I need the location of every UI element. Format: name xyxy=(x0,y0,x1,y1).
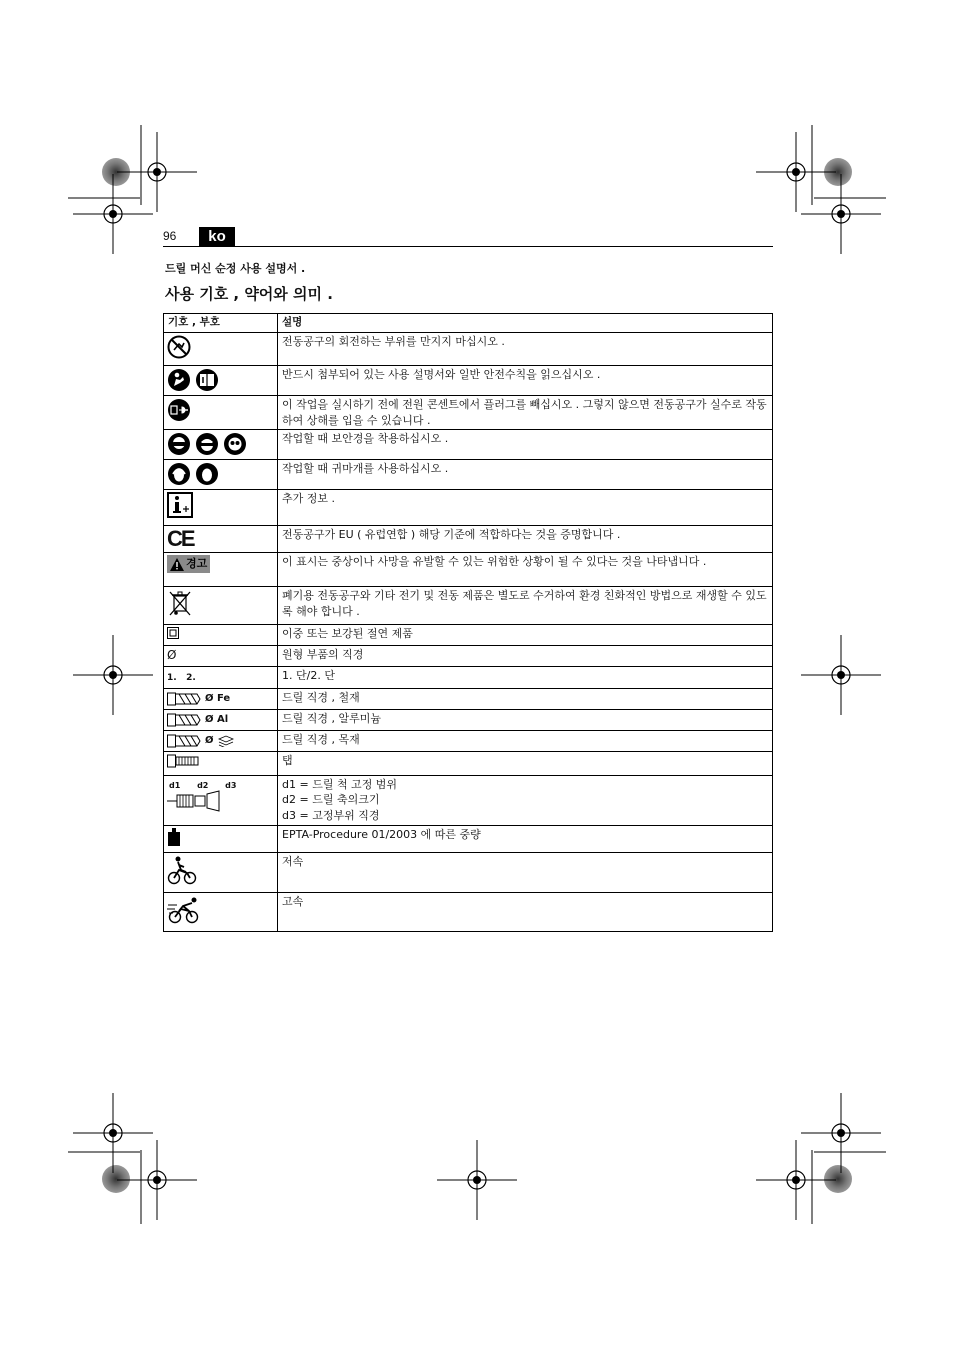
row-description: 탭 xyxy=(278,752,773,776)
row-description: 고속 xyxy=(278,892,773,932)
row-description: 전동공구의 회전하는 부위를 만지지 마십시오 . xyxy=(278,332,773,366)
table-header-row xyxy=(164,314,773,333)
language-tag: ko xyxy=(199,227,235,246)
manual-book-icon xyxy=(195,368,219,392)
table-row xyxy=(164,892,773,932)
gear-stage-icon: 1. 2. xyxy=(167,672,196,683)
weight-icon xyxy=(167,828,181,846)
double-insulation-icon xyxy=(167,627,179,639)
table-row xyxy=(164,366,773,396)
table-row xyxy=(164,525,773,553)
row-description: 저속 xyxy=(278,853,773,893)
row-description: 1. 단/2. 단 xyxy=(278,666,773,689)
drill-bit-icon xyxy=(167,734,201,748)
row-description: EPTA-Procedure 01/2003 에 따른 중량 xyxy=(278,825,773,853)
goggles-icon xyxy=(223,432,247,456)
row-description: 전동공구가 EU ( 유럽연합 ) 해당 기준에 적합하다는 것을 증명합니다 . xyxy=(278,525,773,553)
table-row xyxy=(164,490,773,526)
row-description: 드릴 직경 , 알루미늄 xyxy=(278,710,773,731)
row-description: 드릴 직경 , 철재 xyxy=(278,689,773,710)
row-description: 작업할 때 귀마개를 사용하십시오 . xyxy=(278,460,773,490)
unplug-icon xyxy=(167,398,191,422)
document-subtitle: 드릴 머신 순정 사용 설명서 . xyxy=(165,262,306,275)
table-row xyxy=(164,710,773,731)
wood-icon xyxy=(218,735,234,747)
table-row xyxy=(164,689,773,710)
warning-badge xyxy=(167,555,210,573)
table-row xyxy=(164,666,773,689)
diameter-icon: Ø xyxy=(167,648,177,662)
row-description: 이 작업을 실시하기 전에 전원 콘센트에서 플러그를 빼십시오 . 그렇지 않으면 전동공구가 실수로 작동하여 상해를 입을 수 있습니다 . xyxy=(278,396,773,430)
drill-aluminium-icon: Ø Al xyxy=(205,714,229,725)
row-description-line: d2 = 드릴 축의크기 xyxy=(282,793,380,806)
header-rule xyxy=(163,246,773,247)
section-title: 사용 기호 , 약어와 의미 . xyxy=(165,285,333,303)
warning-icon xyxy=(170,558,184,571)
table-row xyxy=(164,752,773,776)
row-description: 작업할 때 보안경을 착용하십시오 . xyxy=(278,430,773,460)
column-header-symbol: 기호 , 부호 xyxy=(164,314,278,333)
column-header-description: 설명 xyxy=(278,314,773,333)
row-description: 이중 또는 보강된 절연 제품 xyxy=(278,624,773,646)
table-row xyxy=(164,460,773,490)
ear-muff-icon xyxy=(195,462,219,486)
info-icon xyxy=(167,492,193,518)
drill-steel-icon: Ø Fe xyxy=(205,693,231,704)
page-number: 96 xyxy=(163,229,177,243)
row-description: 폐기용 전동공구와 기타 전기 및 전동 제품은 별도로 수거하여 환경 친화적인 방법으로 재생할 수 있도록 해야 합니다 . xyxy=(278,587,773,625)
table-row xyxy=(164,430,773,460)
tap-icon xyxy=(167,754,201,768)
drill-bit-icon xyxy=(167,692,201,706)
chuck-icon xyxy=(167,789,231,813)
face-shield-icon xyxy=(195,432,219,456)
table-row xyxy=(164,396,773,430)
no-touch-rotating-icon xyxy=(167,335,191,359)
safety-goggles-icon xyxy=(167,432,191,456)
table-row xyxy=(164,731,773,752)
drill-bit-icon xyxy=(167,713,201,727)
symbols-table xyxy=(163,313,773,932)
table-row xyxy=(164,775,773,825)
ear-protection-icon xyxy=(167,462,191,486)
table-row xyxy=(164,332,773,366)
read-manual-icon xyxy=(167,368,191,392)
row-description: 원형 부품의 직경 xyxy=(278,646,773,667)
table-row xyxy=(164,646,773,667)
high-speed-cyclist-icon xyxy=(167,895,201,925)
row-description: 드릴 직경 , 목재 xyxy=(278,731,773,752)
low-speed-cyclist-icon xyxy=(167,855,197,885)
row-description: 이 표시는 중상이나 사망을 유발할 수 있는 위험한 상황이 될 수 있다는 것을 나타냅니다 . xyxy=(278,553,773,587)
row-description: 반드시 첨부되어 있는 사용 설명서와 일반 안전수칙을 읽으십시오 . xyxy=(278,366,773,396)
row-description: 추가 정보 . xyxy=(278,490,773,526)
row-description-line: d3 = 고정부위 직경 xyxy=(282,808,380,822)
table-row xyxy=(164,853,773,893)
drill-wood-icon: Ø xyxy=(205,735,214,746)
weee-bin-icon xyxy=(167,589,193,617)
table-row xyxy=(164,553,773,587)
chuck-dimensions-icon xyxy=(167,778,237,814)
table-row xyxy=(164,825,773,853)
row-description-line: d1 = 드릴 척 고정 범위 xyxy=(282,777,398,791)
table-row xyxy=(164,587,773,625)
warning-label: 경고 xyxy=(186,557,208,571)
table-row xyxy=(164,624,773,646)
chuck-dimension-labels: d1 d2 d3 xyxy=(169,780,237,790)
ce-mark-icon: CE xyxy=(167,525,194,551)
